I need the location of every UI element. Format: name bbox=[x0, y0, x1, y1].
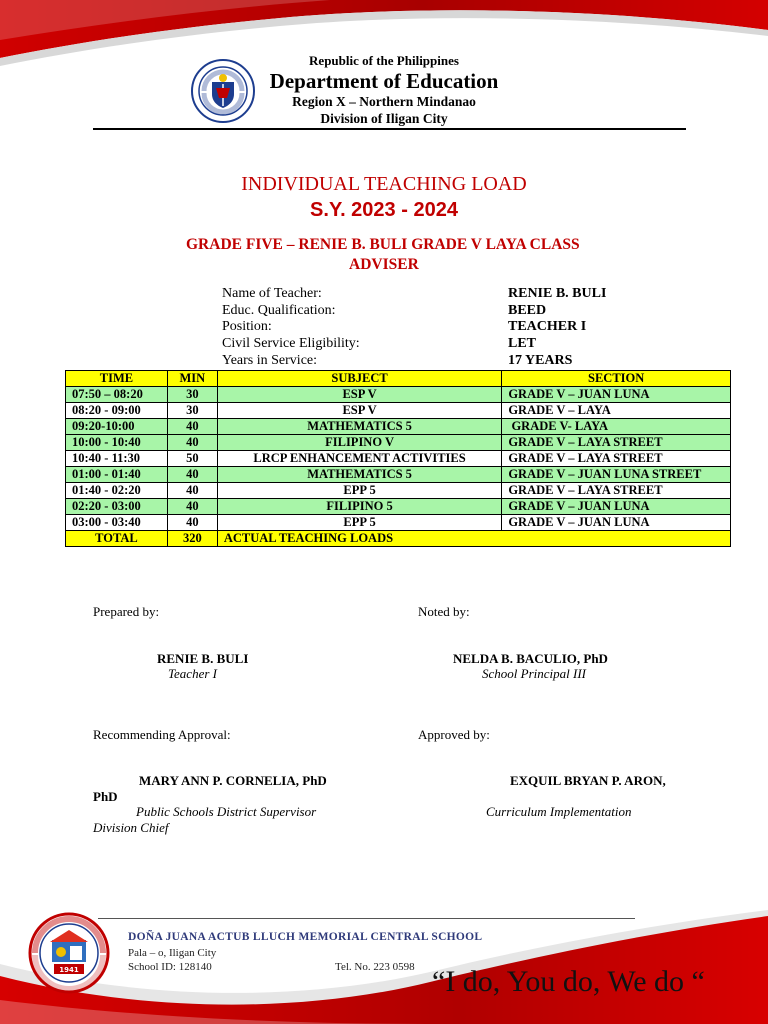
info-row-position bbox=[222, 319, 642, 336]
cell-section: GRADE V – LAYA bbox=[502, 403, 731, 419]
cell-total-min: 320 bbox=[167, 531, 217, 547]
school-year: S.Y. 2023 - 2024 bbox=[310, 199, 458, 221]
cell-time: 07:50 – 08:20 bbox=[66, 387, 168, 403]
noted-by-label: Noted by: bbox=[418, 604, 470, 619]
approved-by-label: Approved by: bbox=[418, 727, 490, 742]
cell-min: 40 bbox=[167, 419, 217, 435]
table-row bbox=[66, 451, 731, 467]
cell-time: 03:00 - 03:40 bbox=[66, 515, 168, 531]
cell-min: 50 bbox=[167, 451, 217, 467]
info-row-eligibility bbox=[222, 336, 642, 353]
republic-heading: Republic of the Philippines bbox=[309, 53, 459, 68]
table-total-row bbox=[66, 531, 731, 547]
teaching-load-table bbox=[65, 370, 731, 547]
logo-year: 1941 bbox=[59, 966, 79, 974]
school-telephone: Tel. No. 223 0598 bbox=[335, 961, 415, 973]
info-label: Years in Service: bbox=[222, 353, 318, 368]
approved-title-continued: Division Chief bbox=[93, 820, 169, 835]
cell-subject: MATHEMATICS 5 bbox=[217, 467, 502, 483]
subtitle-line-1: GRADE FIVE – RENIE B. BULI GRADE V LAYA CLASS bbox=[186, 236, 580, 253]
noted-name: NELDA B. BACULIO, PhD bbox=[453, 651, 608, 666]
cell-section: GRADE V – JUAN LUNA bbox=[502, 387, 731, 403]
bottom-red-swoosh bbox=[0, 880, 768, 1024]
info-value: LET bbox=[508, 336, 537, 351]
school-logo-icon bbox=[28, 912, 110, 994]
cell-subject: ESP V bbox=[217, 403, 502, 419]
info-value: TEACHER I bbox=[508, 319, 587, 334]
division-heading: Division of Iligan City bbox=[320, 111, 448, 126]
cell-time: 10:00 - 10:40 bbox=[66, 435, 168, 451]
table-row bbox=[66, 467, 731, 483]
cell-time: 01:00 - 01:40 bbox=[66, 467, 168, 483]
cell-total-label: TOTAL bbox=[66, 531, 168, 547]
cell-subject: FILIPINO 5 bbox=[217, 499, 502, 515]
header-time: TIME bbox=[66, 371, 168, 387]
region-heading: Region X – Northern Mindanao bbox=[292, 94, 476, 109]
recommending-approval-label: Recommending Approval: bbox=[93, 727, 231, 742]
cell-section: GRADE V – JUAN LUNA STREET bbox=[502, 467, 731, 483]
school-address: Pala – o, Iligan City bbox=[128, 947, 217, 959]
table-row bbox=[66, 435, 731, 451]
cell-subject: ESP V bbox=[217, 387, 502, 403]
cell-subject: EPP 5 bbox=[217, 515, 502, 531]
table-header-row bbox=[66, 371, 731, 387]
noted-title: School Principal III bbox=[482, 666, 586, 681]
header-subject: SUBJECT bbox=[217, 371, 502, 387]
cell-min: 40 bbox=[167, 483, 217, 499]
cell-min: 30 bbox=[167, 403, 217, 419]
cell-section: GRADE V – LAYA STREET bbox=[502, 435, 731, 451]
subtitle-line-2: ADVISER bbox=[349, 256, 419, 273]
info-label: Position: bbox=[222, 319, 272, 334]
cell-time: 02:20 - 03:00 bbox=[66, 499, 168, 515]
approved-name-continued: PhD bbox=[93, 789, 118, 804]
cell-subject: FILIPINO V bbox=[217, 435, 502, 451]
header-min: MIN bbox=[167, 371, 217, 387]
footer-divider bbox=[98, 918, 635, 919]
recommending-title: Public Schools District Supervisor bbox=[136, 804, 317, 819]
prepared-by-label: Prepared by: bbox=[93, 604, 160, 619]
table-row bbox=[66, 403, 731, 419]
cell-time: 01:40 - 02:20 bbox=[66, 483, 168, 499]
cell-min: 40 bbox=[167, 499, 217, 515]
cell-subject: LRCP ENHANCEMENT ACTIVITIES bbox=[217, 451, 502, 467]
table-row bbox=[66, 483, 731, 499]
info-label: Educ. Qualification: bbox=[222, 303, 336, 318]
cell-section: GRADE V – LAYA STREET bbox=[502, 483, 731, 499]
cell-subject: MATHEMATICS 5 bbox=[217, 419, 502, 435]
table-row bbox=[66, 419, 731, 435]
cell-min: 40 bbox=[167, 515, 217, 531]
cell-min: 30 bbox=[167, 387, 217, 403]
cell-time: 10:40 - 11:30 bbox=[66, 451, 168, 467]
info-value: RENIE B. BULI bbox=[508, 286, 607, 301]
info-label: Name of Teacher: bbox=[222, 286, 322, 301]
info-value: BEED bbox=[508, 303, 547, 318]
header-divider bbox=[93, 128, 686, 130]
cell-section: GRADE V – JUAN LUNA bbox=[502, 515, 731, 531]
info-row-qualification bbox=[222, 303, 642, 320]
prepared-title: Teacher I bbox=[168, 666, 217, 681]
info-label: Civil Service Eligibility: bbox=[222, 336, 360, 351]
table-row bbox=[66, 387, 731, 403]
table-row bbox=[66, 499, 731, 515]
school-name: DOÑA JUANA ACTUB LLUCH MEMORIAL CENTRAL SCHOOL bbox=[128, 931, 483, 943]
cell-section: GRADE V – LAYA STREET bbox=[502, 451, 731, 467]
recommending-name: MARY ANN P. CORNELIA, PhD bbox=[139, 773, 327, 788]
cell-section: GRADE V- LAYA bbox=[502, 419, 731, 435]
info-value: 17 YEARS bbox=[508, 353, 573, 368]
approved-title: Curriculum Implementation bbox=[486, 804, 632, 819]
info-row-name bbox=[222, 286, 642, 303]
department-heading: Department of Education bbox=[269, 69, 499, 93]
document-title: INDIVIDUAL TEACHING LOAD bbox=[241, 173, 527, 195]
cell-total-text: ACTUAL TEACHING LOADS bbox=[217, 531, 730, 547]
cell-time: 09:20-10:00 bbox=[66, 419, 168, 435]
school-id: School ID: 128140 bbox=[128, 961, 212, 973]
cell-min: 40 bbox=[167, 467, 217, 483]
prepared-name: RENIE B. BULI bbox=[157, 651, 249, 666]
table-row bbox=[66, 515, 731, 531]
approved-name: EXQUIL BRYAN P. ARON, bbox=[510, 773, 666, 788]
cell-subject: EPP 5 bbox=[217, 483, 502, 499]
cell-time: 08:20 - 09:00 bbox=[66, 403, 168, 419]
header-section: SECTION bbox=[502, 371, 731, 387]
cell-section: GRADE V – JUAN LUNA bbox=[502, 499, 731, 515]
school-motto: “I do, You do, We do “ bbox=[432, 965, 705, 998]
info-row-years bbox=[222, 353, 642, 370]
cell-min: 40 bbox=[167, 435, 217, 451]
